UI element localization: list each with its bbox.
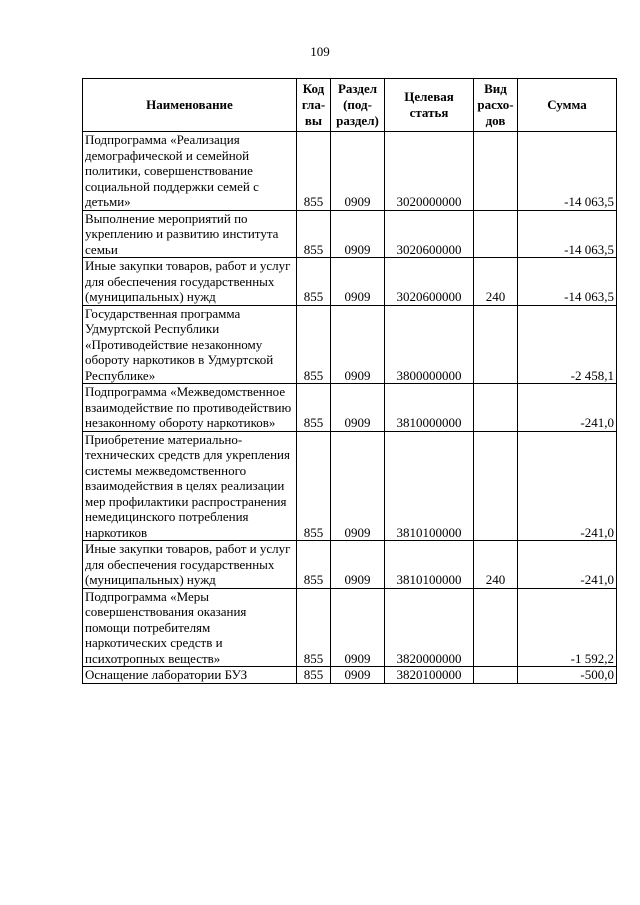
row-section: 0909 (331, 384, 385, 432)
row-target: 3020600000 (385, 258, 474, 306)
row-section: 0909 (331, 667, 385, 684)
row-section: 0909 (331, 541, 385, 589)
header-name: Наименование (83, 79, 297, 132)
row-code: 855 (297, 588, 331, 667)
row-name: Подпрограмма «Реализация демографической и семейной политики, совершенствование социальной поддержки семей с детьми» (83, 132, 297, 211)
row-kind (474, 210, 518, 258)
row-sum: -14 063,5 (518, 210, 617, 258)
row-kind (474, 132, 518, 211)
row-section: 0909 (331, 431, 385, 541)
row-sum: -2 458,1 (518, 305, 617, 384)
page-number: 109 (310, 44, 330, 59)
row-name: Иные закупки товаров, работ и услуг для обеспечения государственных (муниципальных) нужд (83, 258, 297, 306)
table-row (83, 132, 617, 211)
row-kind (474, 384, 518, 432)
table-row (83, 258, 617, 306)
row-sum: -14 063,5 (518, 132, 617, 211)
row-section: 0909 (331, 132, 385, 211)
row-code: 855 (297, 384, 331, 432)
row-sum: -1 592,2 (518, 588, 617, 667)
row-sum: -241,0 (518, 431, 617, 541)
budget-table (82, 78, 617, 684)
row-name: Оснащение лаборатории БУЗ (83, 667, 297, 684)
row-code: 855 (297, 431, 331, 541)
row-section: 0909 (331, 210, 385, 258)
row-kind (474, 431, 518, 541)
row-sum: -14 063,5 (518, 258, 617, 306)
header-section: Раздел (под-раздел) (331, 79, 385, 132)
row-name: Выполнение мероприятий по укреплению и развитию института семьи (83, 210, 297, 258)
row-target: 3820100000 (385, 667, 474, 684)
row-target: 3020600000 (385, 210, 474, 258)
row-section: 0909 (331, 588, 385, 667)
row-section: 0909 (331, 305, 385, 384)
row-target: 3800000000 (385, 305, 474, 384)
row-kind (474, 588, 518, 667)
header-kind: Вид расхо-дов (474, 79, 518, 132)
row-kind: 240 (474, 258, 518, 306)
row-code: 855 (297, 305, 331, 384)
row-kind (474, 667, 518, 684)
row-sum: -500,0 (518, 667, 617, 684)
row-code: 855 (297, 667, 331, 684)
table-row (83, 384, 617, 432)
row-name: Подпрограмма «Межведомственное взаимодействие по противодействию незаконному обороту наркотиков» (83, 384, 297, 432)
table-header-row (83, 79, 617, 132)
row-kind: 240 (474, 541, 518, 589)
row-name: Иные закупки товаров, работ и услуг для обеспечения государственных (муниципальных) нужд (83, 541, 297, 589)
table-row (83, 431, 617, 541)
row-name: Государственная программа Удмуртской Республики «Противодействие незаконному обороту наркотиков в Удмуртской Республике» (83, 305, 297, 384)
table-row (83, 305, 617, 384)
row-code: 855 (297, 210, 331, 258)
row-name: Подпрограмма «Меры совершенствования оказания помощи потребителям наркотических средств и психотропных веществ» (83, 588, 297, 667)
table-row (83, 541, 617, 589)
row-target: 3810100000 (385, 431, 474, 541)
header-target: Целевая статья (385, 79, 474, 132)
header-code: Код гла-вы (297, 79, 331, 132)
table-row (83, 210, 617, 258)
row-section: 0909 (331, 258, 385, 306)
row-sum: -241,0 (518, 541, 617, 589)
table-row (83, 667, 617, 684)
table-row (83, 588, 617, 667)
row-kind (474, 305, 518, 384)
row-target: 3820000000 (385, 588, 474, 667)
row-sum: -241,0 (518, 384, 617, 432)
row-code: 855 (297, 132, 331, 211)
row-code: 855 (297, 258, 331, 306)
row-code: 855 (297, 541, 331, 589)
row-target: 3020000000 (385, 132, 474, 211)
row-target: 3810000000 (385, 384, 474, 432)
row-name: Приобретение материально-технических средств для укрепления системы межведомственного взаимодействия в целях реализации мер профилактики распространения немедицинского потребления наркотиков (83, 431, 297, 541)
header-sum: Сумма (518, 79, 617, 132)
row-target: 3810100000 (385, 541, 474, 589)
